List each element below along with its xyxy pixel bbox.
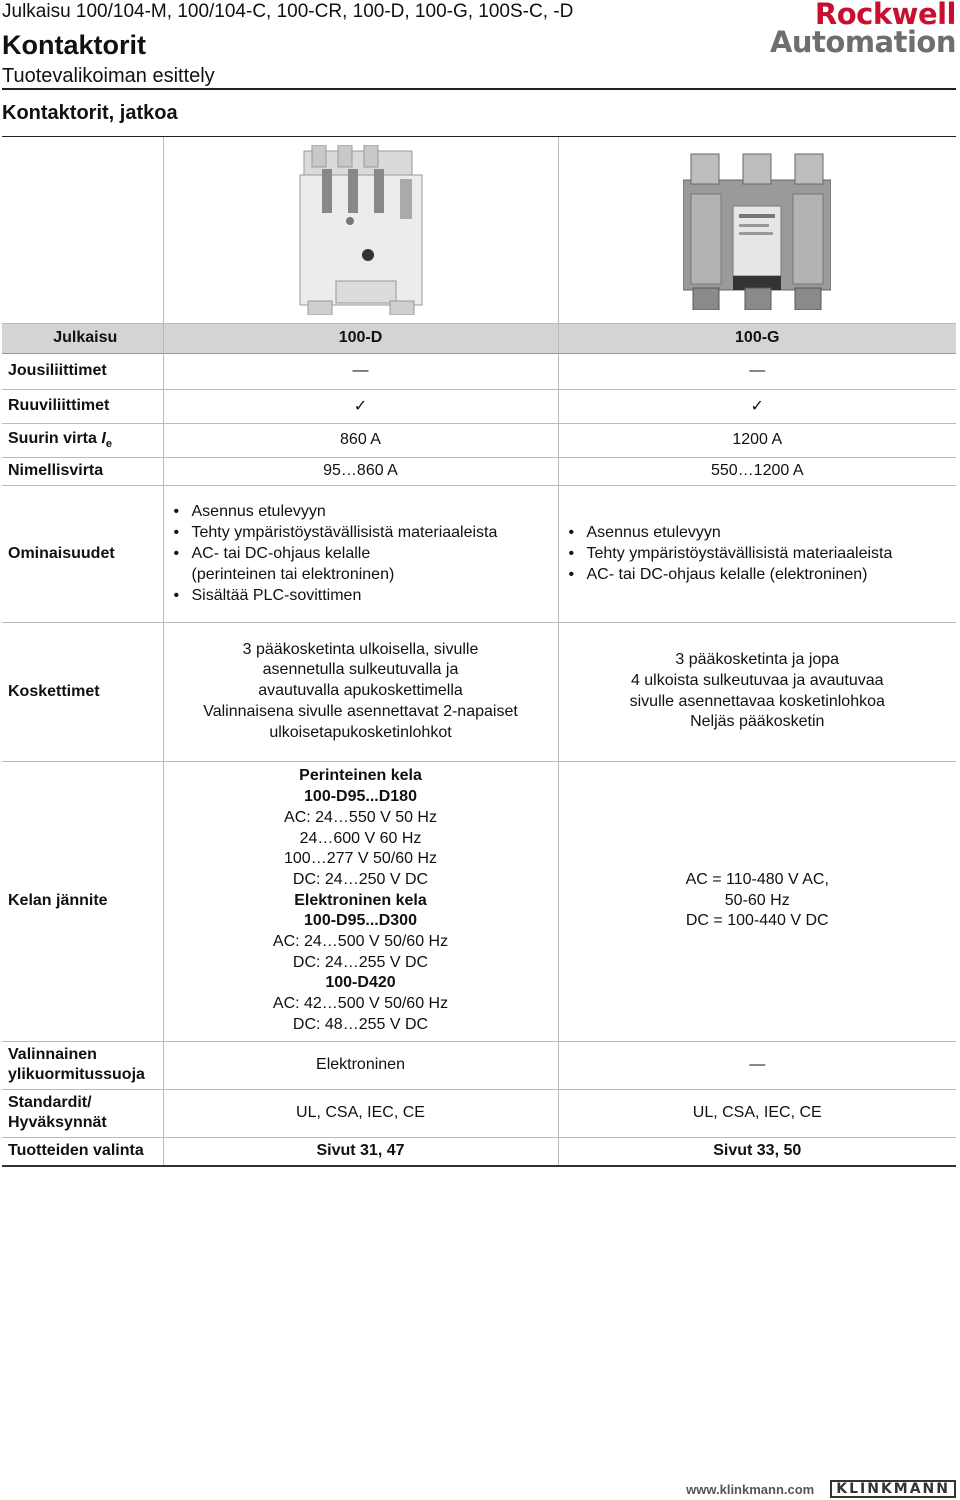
cell-kosket-g: [558, 622, 956, 761]
table-row: [2, 622, 956, 761]
contactor-100g-image: [683, 150, 831, 310]
table-row: [2, 1089, 956, 1137]
text-line: DC: 48…255 V DC: [292, 1015, 429, 1033]
row-label-tuotteiden-valinta: Tuotteiden valinta: [2, 1137, 163, 1166]
table-row: [2, 1137, 956, 1166]
list-item-text: AC- tai DC-ohjaus kelalle: [191, 545, 371, 562]
text-line: AC: 24…550 V 50 Hz: [284, 808, 437, 826]
cell-ruuvi-g-check-icon: ✓: [558, 389, 956, 423]
image-row-empty: [2, 137, 163, 323]
text-line: DC: 24…250 V DC: [292, 870, 429, 888]
rockwell-logo: [769, 0, 956, 59]
table-row: [2, 423, 956, 457]
cell-valinta-d: Sivut 31, 47: [163, 1137, 558, 1166]
row-label-suurin-virta: [2, 423, 163, 457]
cell-virta-d: 860 A: [163, 423, 558, 457]
label-text: Suurin virta: [8, 429, 102, 447]
cell-ylikuorm-d: Elektroninen: [163, 1041, 558, 1089]
list-item: • Asennus etulevyyn: [565, 522, 957, 543]
table-row: [2, 1041, 956, 1089]
text-line: DC = 100-440 V DC: [685, 912, 829, 930]
cell-nimellis-g: 550…1200 A: [558, 457, 956, 485]
header-julkaisu: Julkaisu: [2, 323, 163, 353]
text-line: 50-60 Hz: [724, 891, 790, 909]
image-row: [2, 137, 956, 323]
text-line: ulkoisetapukosketinlohkot: [269, 723, 452, 741]
current-symbol-letter: I: [101, 429, 106, 447]
text-line: 4 ulkoista sulkeutuvaa ja avautuvaa: [630, 671, 884, 689]
table-row: [2, 457, 956, 485]
row-label-standardit: Standardit/ Hyväksynnät: [2, 1089, 163, 1137]
text-line: AC: 24…500 V 50/60 Hz: [272, 933, 449, 951]
text-line: 100…277 V 50/60 Hz: [284, 850, 437, 868]
current-symbol: [101, 429, 112, 451]
cell-kela-d: [163, 761, 558, 1041]
table-row: [2, 485, 956, 622]
table-row: [2, 353, 956, 389]
cell-ominais-d: [163, 485, 558, 622]
text-line: 3 pääkosketinta ja jopa: [675, 651, 840, 669]
row-label-nimellisvirta: Nimellisvirta: [2, 457, 163, 485]
text-line: asennetulla sulkeutuvalla ja: [262, 661, 459, 679]
row-label-ominaisuudet: Ominaisuudet: [2, 485, 163, 622]
logo-automation: Automation: [769, 25, 956, 59]
text-line: DC: 24…255 V DC: [292, 953, 429, 971]
table-row: [2, 761, 956, 1041]
row-label-kelan-jannite: Kelan jännite: [2, 761, 163, 1041]
cell-nimellis-d: 95…860 A: [163, 457, 558, 485]
series-line: Julkaisu 100/104-M, 100/104-C, 100-CR, 100-D, 100-G, 100S-C, -D: [2, 1, 574, 22]
text-line: AC: 42…500 V 50/60 Hz: [272, 995, 449, 1013]
row-label-ylikuormitussuoja: Valinnainen ylikuormitussuoja: [2, 1041, 163, 1089]
header-row: [2, 323, 956, 353]
cell-kosket-d: [163, 622, 558, 761]
text-line: Neljäs pääkosketin: [690, 713, 825, 731]
cell-standard-d: UL, CSA, IEC, CE: [163, 1089, 558, 1137]
cell-valinta-g: Sivut 33, 50: [558, 1137, 956, 1166]
text-line: Valinnaisena sivulle asennettavat 2-napaiset: [203, 702, 518, 720]
list-item: • Tehty ympäristöystävällisistä materiaaleista: [565, 543, 957, 564]
cell-jousi-d: —: [163, 353, 558, 389]
cell-ylikuorm-g: —: [558, 1041, 956, 1089]
header-100d: 100-D: [163, 323, 558, 353]
features-list-g: [559, 522, 957, 585]
list-item: [170, 543, 558, 585]
section-title: Kontaktorit, jatkoa: [2, 102, 178, 124]
row-label-ruuviliittimet: Ruuviliittimet: [2, 389, 163, 423]
klinkmann-logo: KLINKMANN: [830, 1480, 956, 1498]
text-line-bold: 100-D420: [325, 974, 396, 992]
page-footer: [686, 1478, 956, 1500]
text-line: avautuvalla apukoskettimella: [258, 682, 463, 700]
cell-ominais-g: [558, 485, 956, 622]
list-item-continuation: (perinteinen tai elektroninen): [191, 566, 395, 583]
text-line: 24…600 V 60 Hz: [299, 829, 422, 847]
cell-virta-g: 1200 A: [558, 423, 956, 457]
page-subtitle: Tuotevalikoiman esittely: [2, 65, 215, 87]
list-item: • Tehty ympäristöystävällisistä materiaaleista: [170, 522, 558, 543]
row-label-koskettimet: Koskettimet: [2, 622, 163, 761]
text-line-bold: 100-D95...D300: [304, 912, 417, 930]
row-label-jousiliittimet: Jousiliittimet: [2, 353, 163, 389]
logo-rockwell: Rockwell: [814, 0, 956, 31]
cell-standard-g: UL, CSA, IEC, CE: [558, 1089, 956, 1137]
list-item: • Sisältää PLC-sovittimen: [170, 585, 558, 606]
table-row: [2, 389, 956, 423]
features-list-d: [164, 501, 558, 606]
list-item: • Asennus etulevyyn: [170, 501, 558, 522]
text-line-bold: Perinteinen kela: [299, 767, 422, 785]
text-line-bold: 100-D95...D180: [304, 788, 417, 806]
list-item: • AC- tai DC-ohjaus kelalle (elektroninen): [565, 564, 957, 585]
text-line: sivulle asennettavaa kosketinlohkoa: [629, 692, 885, 710]
page-header: [2, 0, 956, 90]
header-100g: 100-G: [558, 323, 956, 353]
current-symbol-sub: e: [105, 438, 112, 451]
spec-table: [2, 137, 956, 1167]
text-line: 3 pääkosketinta ulkoisella, sivulle: [242, 640, 479, 658]
page-title: Kontaktorit: [2, 30, 146, 60]
product-image-100d: [163, 137, 558, 323]
text-line: AC = 110-480 V AC,: [685, 870, 829, 888]
product-image-100g: [558, 137, 956, 323]
cell-kela-g: [558, 761, 956, 1041]
cell-ruuvi-d-check-icon: ✓: [163, 389, 558, 423]
cell-jousi-g: —: [558, 353, 956, 389]
footer-url[interactable]: www.klinkmann.com: [686, 1481, 815, 1497]
contactor-100d-image: [296, 145, 426, 315]
text-line-bold: Elektroninen kela: [294, 891, 427, 909]
